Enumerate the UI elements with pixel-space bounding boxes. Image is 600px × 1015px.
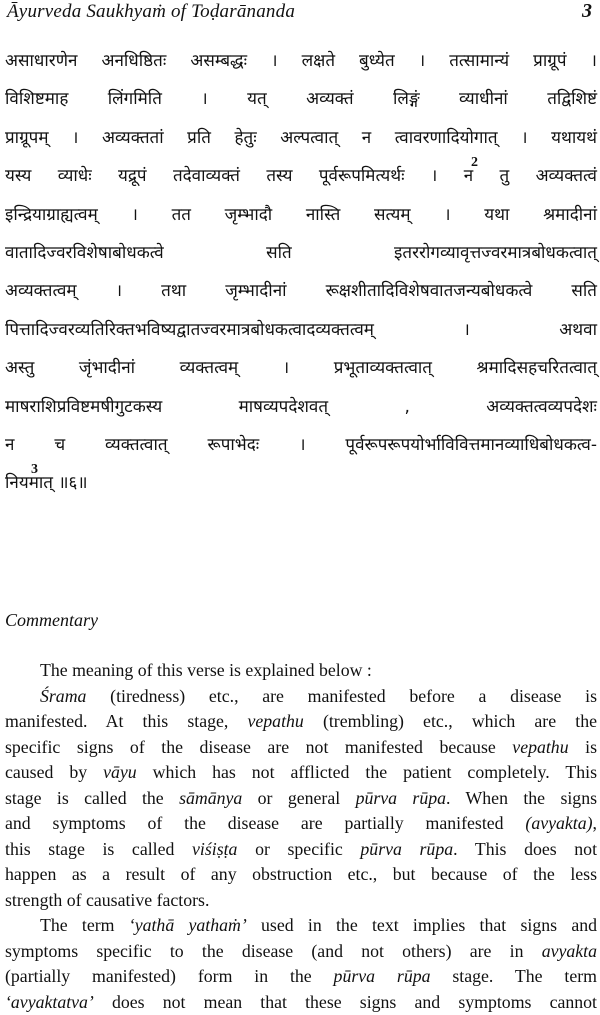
sanskrit-line: असाधारणेन अनधिष्ठितः असम्बद्धः । लक्षते बुध्येत । तत्सामान्यं प्राग्रूपं । bbox=[5, 51, 597, 71]
sanskrit-line: माषराशिप्रविष्टमषीगुटकस्य माषव्यपदेशवत् , अव्यक्तत्वव्यपदेशः bbox=[5, 396, 597, 417]
sanskrit-line: विशिष्टमाह लिंगमिति । यत् अव्यक्तं लिङ्गं व्याधीनां तद्विशिष्टं bbox=[5, 89, 597, 110]
commentary-line: caused by vāyu which has not afflicted the patient completely. This bbox=[5, 762, 597, 782]
sanskrit-line: इन्द्रियाग्राह्यत्वम् । तत जृम्भादौ नास्ति सत्यम् । यथा श्रमादीनां bbox=[5, 204, 597, 225]
sanskrit-line: वातादिज्वरविशेषाबोधकत्वे सति इतररोगव्यावृत्तज्वरमात्रबोधकत्वात् bbox=[5, 242, 597, 263]
commentary-text-block bbox=[5, 658, 597, 1015]
commentary-line: The meaning of this verse is explained below : bbox=[40, 660, 372, 680]
commentary-line: manifested. At this stage, vepathu (trembling) etc., which are the bbox=[5, 711, 597, 731]
commentary-line: and symptoms of the disease are partially manifested (avyakta), bbox=[5, 813, 597, 833]
page-number: 3 bbox=[582, 0, 592, 22]
running-header bbox=[7, 0, 592, 24]
sanskrit-line: अव्यक्तत्वम् । तथा जृम्भादीनां रूक्षशीतादिविशेषवातजन्यबोधकत्वे सति bbox=[5, 281, 597, 302]
commentary-line: strength of causative factors. bbox=[5, 889, 210, 910]
commentary-line: symptoms specific to the disease (and not others) are in avyakta bbox=[5, 940, 597, 961]
commentary-line: Śrama (tiredness) etc., are manifested before a disease is bbox=[40, 685, 597, 706]
footnote-marker: 2 bbox=[471, 155, 478, 171]
book-title: Āyurveda Saukhyaṁ of Toḍarānanda bbox=[7, 1, 296, 22]
commentary-heading: Commentary bbox=[5, 610, 98, 630]
sanskrit-line bbox=[5, 155, 597, 197]
commentary-line: this stage is called viśiṣṭa or specific pūrva rūpa. This does not bbox=[5, 838, 598, 859]
sanskrit-line bbox=[5, 462, 597, 504]
footnote-marker: 3 bbox=[31, 462, 38, 478]
commentary-line: The term ‘yathā yathaṁ’ used in the text implies that signs and bbox=[40, 915, 597, 935]
commentary-line: specific signs of the disease are not manifested because vepathu is bbox=[5, 736, 597, 757]
sanskrit-line: अस्तु जृंभादीनां व्यक्तत्वम् । प्रभूताव्यक्तत्वात् श्रमादिसहचरितत्वात् bbox=[5, 358, 597, 379]
commentary-line: stage is called the sāmānya or general pūrva rūpa. When the signs bbox=[5, 787, 598, 808]
sanskrit-line: पित्तादिज्वरव्यतिरिक्तभविष्यद्वातज्वरमात्रबोधकत्वादव्यक्तत्वम् । अथवा bbox=[5, 319, 597, 340]
sanskrit-line-text: नियमात् ॥६॥ bbox=[5, 473, 88, 494]
commentary-line: ‘avyaktatva’ does not mean that these signs and symptoms cannot bbox=[5, 991, 597, 1012]
sanskrit-line: न च व्यक्तत्वात् रूपाभेदः । पूर्वरूपरूपयोर्भाविवित्तमानव्याधिबोधकत्व- bbox=[5, 434, 597, 455]
sanskrit-line: प्राग्रूपम् । अव्यक्ततां प्रति हेतुः अल्पत्वात् न त्वावरणादियोगात् । यथायथं bbox=[5, 127, 597, 148]
commentary-line: (partially manifested) form in the pūrva rūpa stage. The term bbox=[5, 966, 597, 986]
commentary-line: happen as a result of any obstruction etc., but because of the less bbox=[5, 864, 597, 884]
sanskrit-line-text: यस्य व्याधेः यद्रूपं तदेवाव्यक्तं तस्य पूर्वरूपमित्यर्थः । न तु अव्यक्तत्वं bbox=[5, 166, 597, 187]
sanskrit-text-block bbox=[5, 44, 597, 505]
